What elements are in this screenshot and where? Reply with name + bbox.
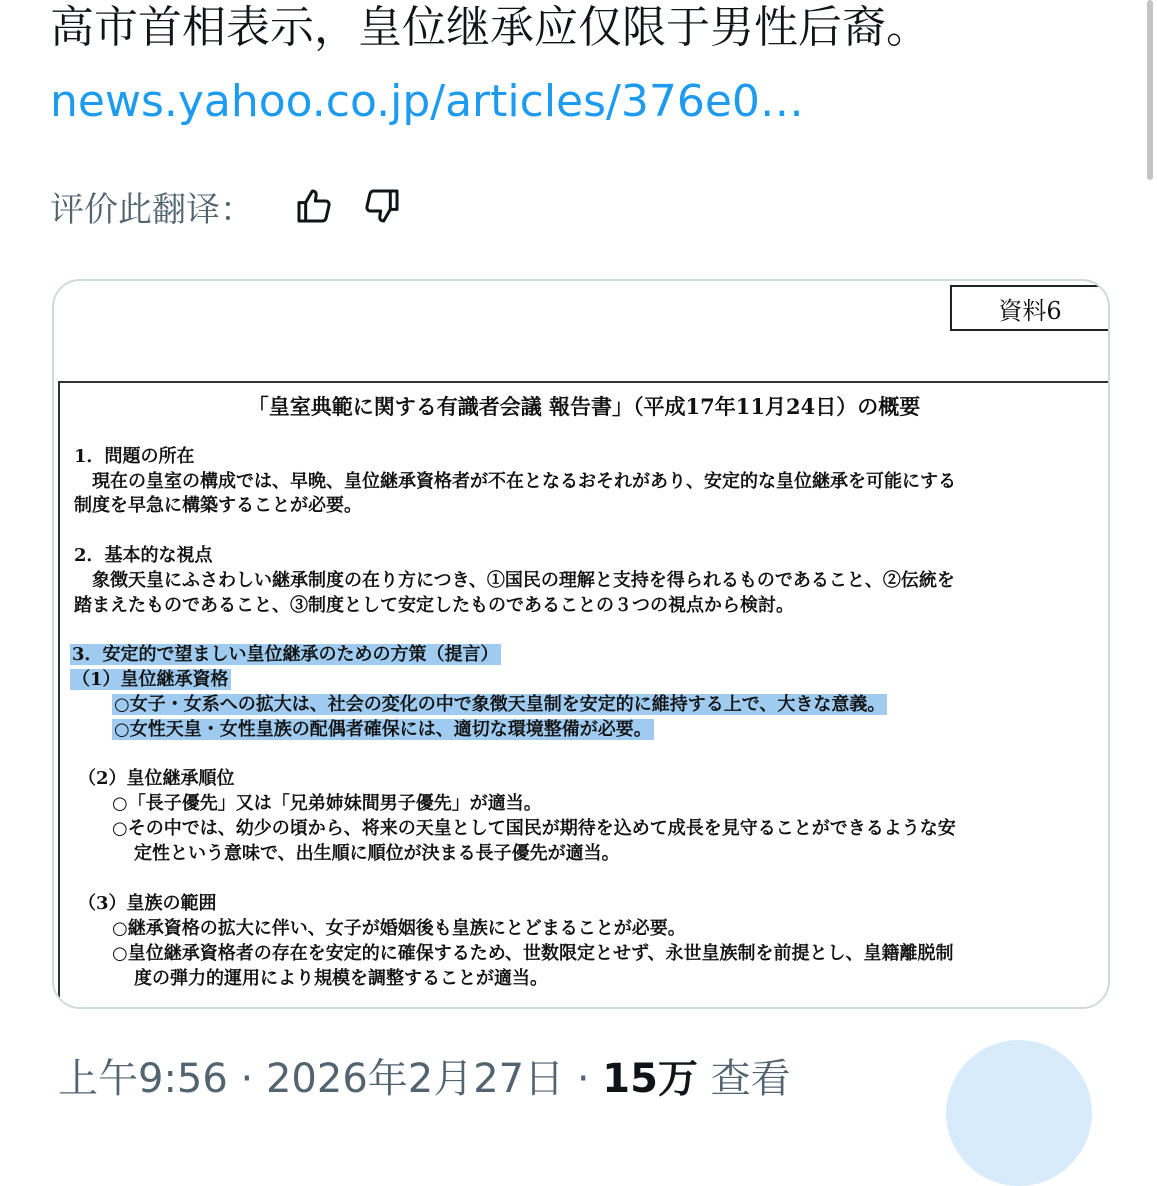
views-count: 15万: [602, 1056, 698, 1102]
subheading: （2）皇位継承順位: [78, 768, 235, 789]
post-timestamp[interactable]: 上午9:56 · 2026年2月27日 ·: [58, 1056, 603, 1102]
scrollbar-thumb[interactable]: [1147, 0, 1153, 180]
thumbs-down-icon: [362, 186, 402, 226]
document-line: 象徴天皇にふさわしい継承制度の在り方につき、①国民の理解と支持を得られるものであること、②伝統を: [74, 570, 955, 591]
highlighted-line: ○女子・女系への拡大は、社会の変化の中で象徴天皇制を安定的に維持する上で、大きな意義。: [114, 694, 886, 715]
post-translated-text: 高市首相表示，皇位继承应仅限于男性后裔。: [50, 2, 930, 53]
highlighted-section-heading: 3．安定的で望ましい皇位継承のための方策（提言）: [72, 644, 499, 665]
highlighted-line: ○女性天皇・女性皇族の配偶者確保には、適切な環境整備が必要。: [114, 719, 652, 740]
document-line: 定性という意味で、出生順に順位が決まる長子優先が適当。: [134, 843, 620, 864]
document-line: 制度を早急に構築することが必要。: [74, 495, 362, 516]
rate-translation-row: [50, 182, 406, 230]
section-heading: 2．基本的な視点: [74, 545, 213, 566]
subheading: （3）皇族の範囲: [78, 893, 217, 914]
document-line: 度の弾力的運用により規模を調整することが適当。: [134, 968, 548, 989]
article-link[interactable]: news.yahoo.co.jp/articles/376e0…: [50, 76, 804, 127]
document-line: ○「長子優先」又は「兄弟姉妹間男子優先」が適当。: [112, 793, 542, 814]
thumbs-up-button[interactable]: [290, 182, 338, 230]
document-body: [58, 381, 1110, 1009]
views-label: 查看: [697, 1056, 791, 1102]
document-line: ○皇位継承資格者の存在を安定的に確保するため、世数限定とせず、永世皇族制を前提とし、皇籍離脱制: [112, 943, 954, 964]
document-line: ○継承資格の拡大に伴い、女子が婚姻後も皇族にとどまることが必要。: [112, 918, 686, 939]
document-line: ○その中では、幼少の頃から、将来の天皇として国民が期待を込めて成長を見守ることができるような安: [112, 818, 956, 839]
document-line: 踏まえたものであること、③制度として安定したものであることの３つの視点から検討。: [74, 595, 794, 616]
post-metadata: [58, 1054, 791, 1104]
highlighted-subheading: （1）皇位継承資格: [72, 669, 229, 690]
document-line: 現在の皇室の構成では、早晩、皇位継承資格者が不在となるおそれがあり、安定的な皇位継承を可能にする: [74, 471, 956, 492]
attached-document-image[interactable]: [52, 279, 1110, 1009]
compose-fab-button[interactable]: [946, 1040, 1092, 1186]
thumbs-up-icon: [294, 186, 334, 226]
document-tag: 資料6: [950, 285, 1108, 331]
document-title: 「皇室典範に関する有識者会議 報告書」（平成17年11月24日）の概要: [247, 394, 921, 419]
section-heading: 1．問題の所在: [74, 446, 195, 467]
rate-translation-label: 评价此翻译：: [50, 189, 254, 230]
thumbs-down-button[interactable]: [358, 182, 406, 230]
